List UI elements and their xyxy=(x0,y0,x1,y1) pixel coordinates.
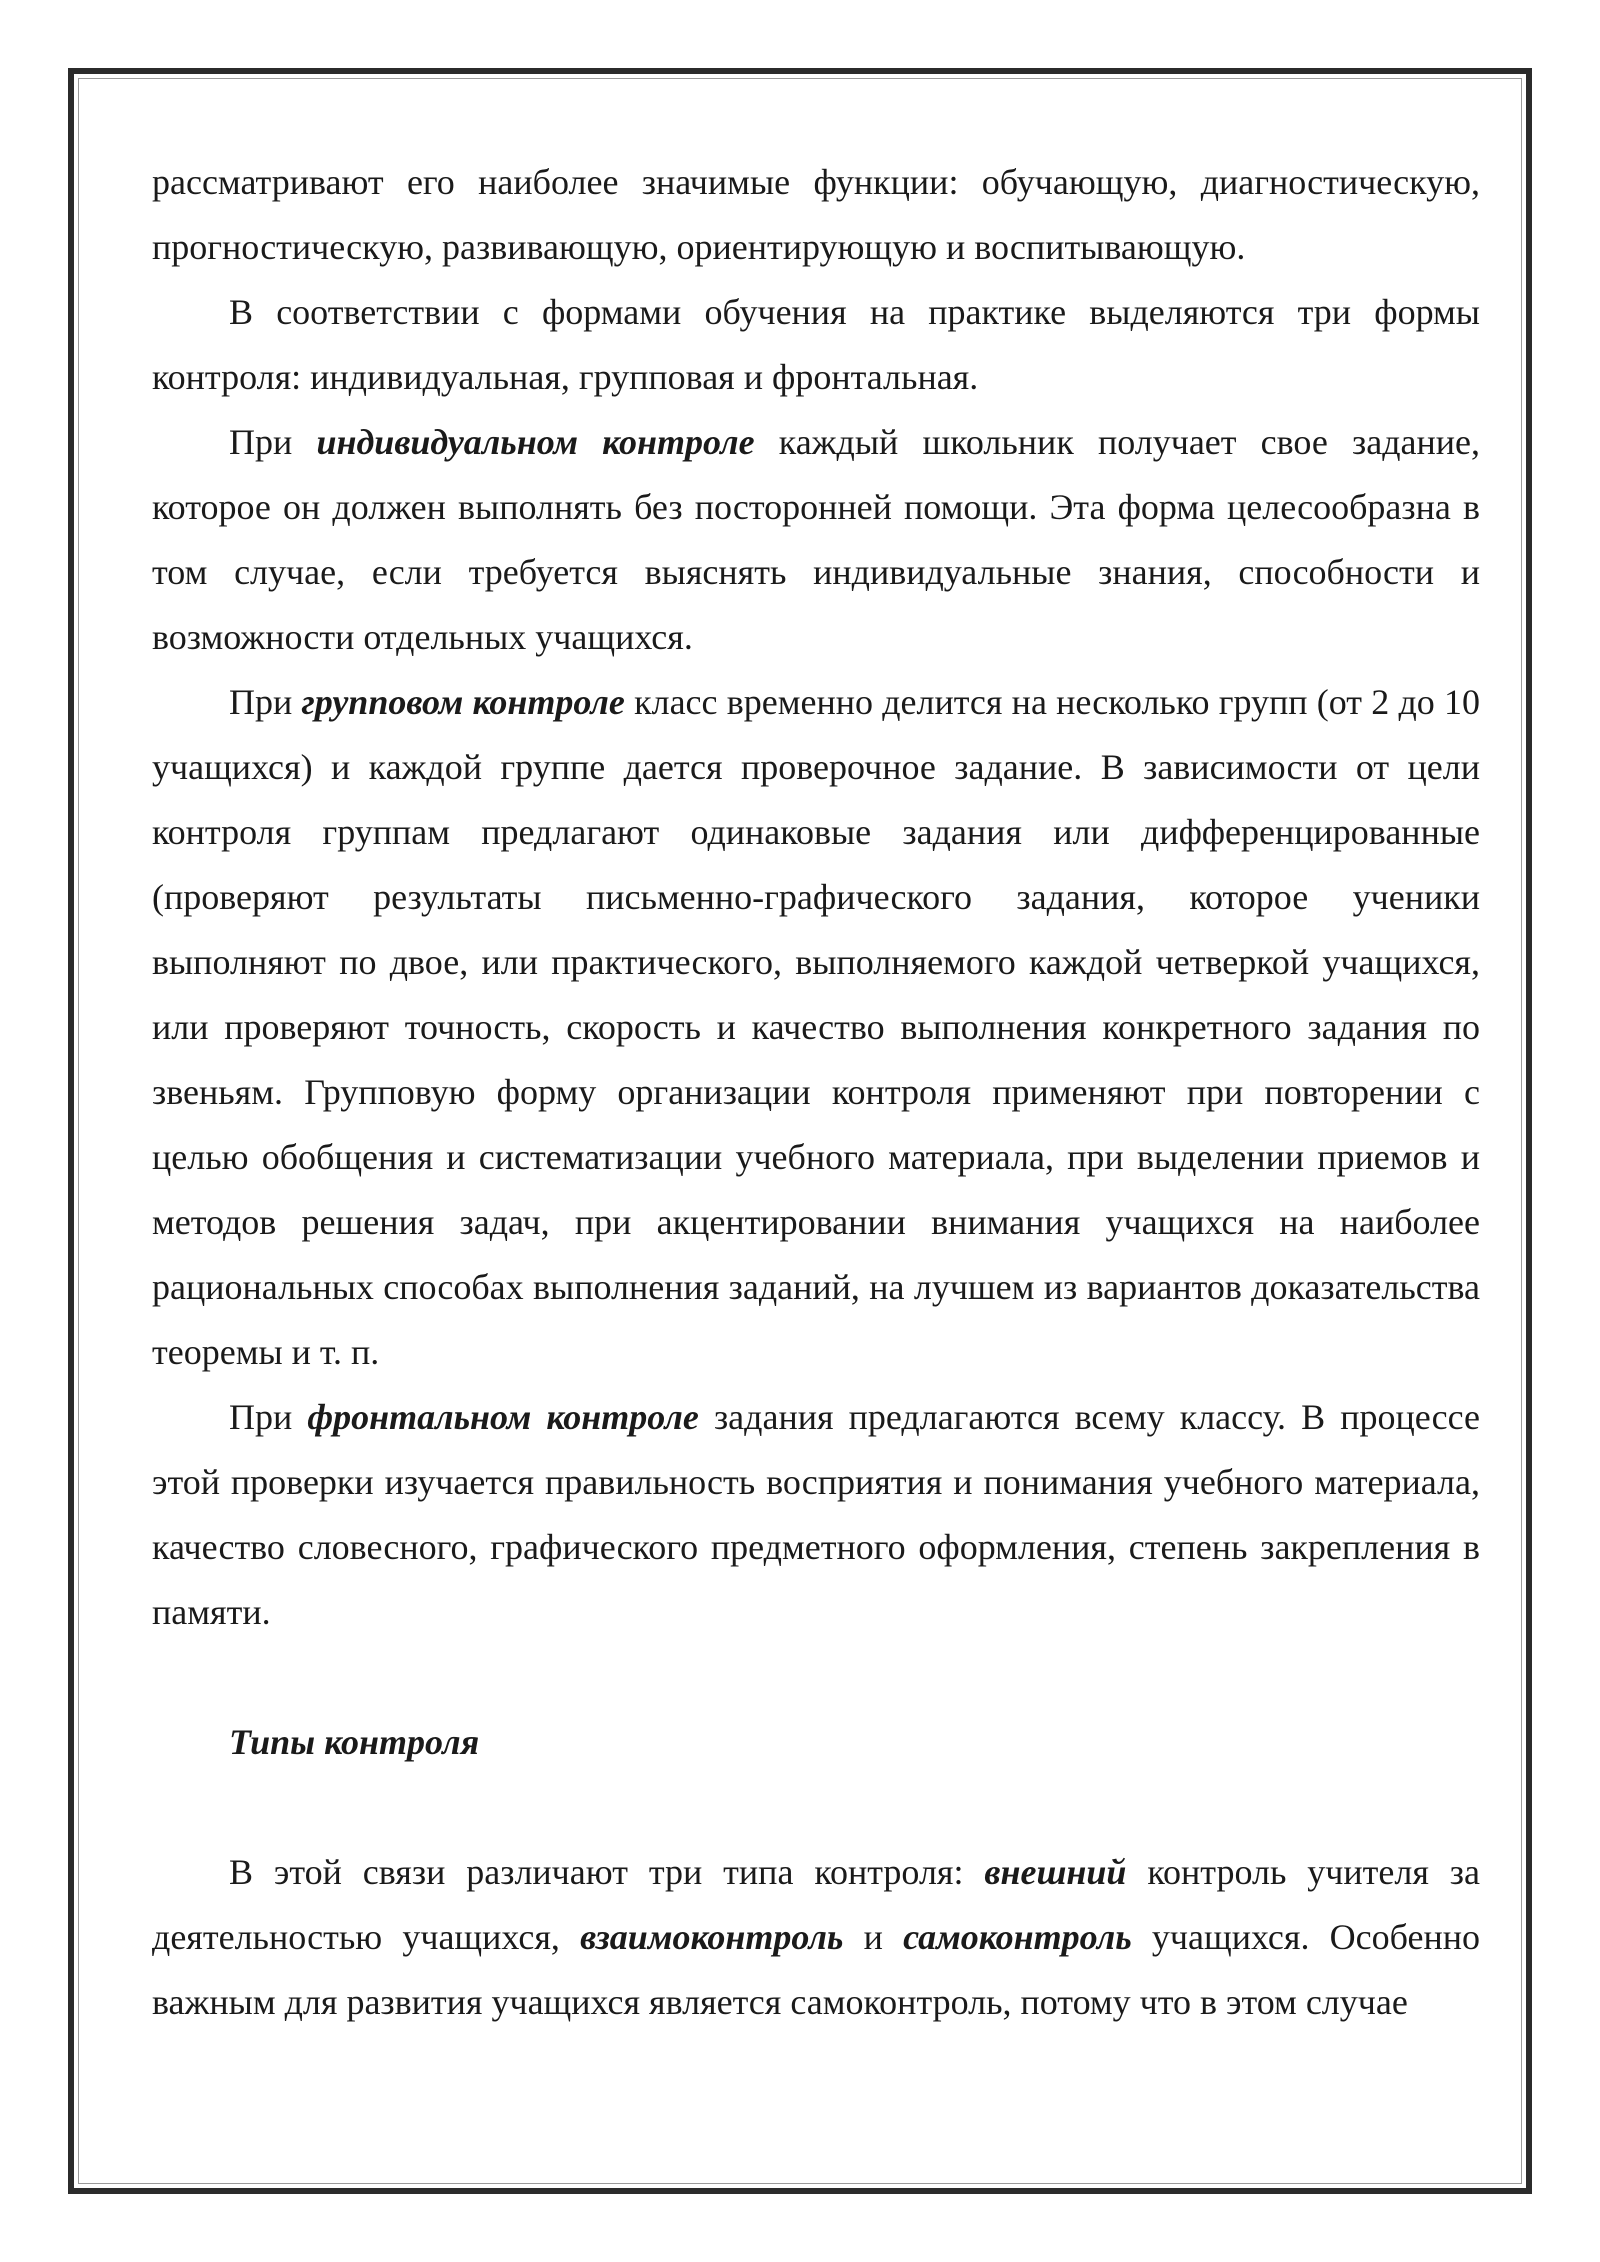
paragraph-functions xyxy=(152,150,1480,280)
paragraph-text: При xyxy=(229,422,317,462)
paragraph-control-forms xyxy=(152,280,1480,410)
term-mutual-control: взаимоконтроль xyxy=(580,1917,844,1957)
paragraph-frontal-control xyxy=(152,1385,1480,1645)
paragraph-text: и xyxy=(843,1917,904,1957)
paragraph-text: класс временно делится на несколько групп (от 2 до 10 учащихся) и каждой группе дается проверочное задание. В зависимости от цели контроля группам предлагают одинаковые задания или дифференцированные (проверяют результаты письменно-графического задания, которое ученики выполняют по двое, или практического, выполняемого каждой четверкой учащихся, или проверяют точность, скорость и качество выполнения конкретного задания по звеньям. Групповую форму организации контроля применяют при повторении с целью обобщения и систематизации учебного материала, при выделении приемов и методов решения задач, при акцентировании внимания учащихся на наиболее рациональных способах выполнения заданий, на лучшем из вариантов доказательства теоремы и т. п. xyxy=(152,682,1481,1372)
paragraph-text: При xyxy=(229,682,302,722)
section-heading: Типы контроля xyxy=(229,1722,480,1762)
paragraph-text: В соответствии с формами обучения на практике выделяются три формы контроля: индивидуальная, групповая и фронтальная. xyxy=(152,292,1480,397)
term-self-control: самоконтроль xyxy=(903,1917,1132,1957)
term-frontal-control: фронтальном контроле xyxy=(307,1397,699,1437)
paragraph-group-control xyxy=(152,670,1480,1385)
paragraph-control-types xyxy=(152,1840,1480,2035)
paragraph-text: рассматривают его наиболее значимые функции: обучающую, диагностическую, прогностическую, развивающую, ориентирующую и воспитывающую. xyxy=(152,162,1480,267)
paragraph-text: контроль учителя за деятельностью учащихся, xyxy=(152,1852,1481,1957)
term-individual-control: индивидуальном контроле xyxy=(316,422,755,462)
document-body xyxy=(152,150,1480,2035)
term-group-control: групповом контроле xyxy=(301,682,625,722)
paragraph-text: учащихся. Особенно важным для развития учащихся является самоконтроль, потому что в этом случае xyxy=(152,1917,1481,2022)
term-external-control: внешний xyxy=(984,1852,1127,1892)
paragraph-individual-control xyxy=(152,410,1480,670)
paragraph-text: каждый школьник получает свое задание, которое он должен выполнять без посторонней помощи. Эта форма целесообразна в том случае, если требуется выяснять индивидуальные знания, способности и возможности отдельных учащихся. xyxy=(152,422,1481,657)
paragraph-text: При xyxy=(229,1397,308,1437)
paragraph-text: В этой связи различают три типа контроля: xyxy=(229,1852,985,1892)
paragraph-text: задания предлагаются всему классу. В процессе этой проверки изучается правильность восприятия и понимания учебного материала, качество словесного, графического предметного оформления, степень закрепления в памяти. xyxy=(152,1397,1481,1632)
